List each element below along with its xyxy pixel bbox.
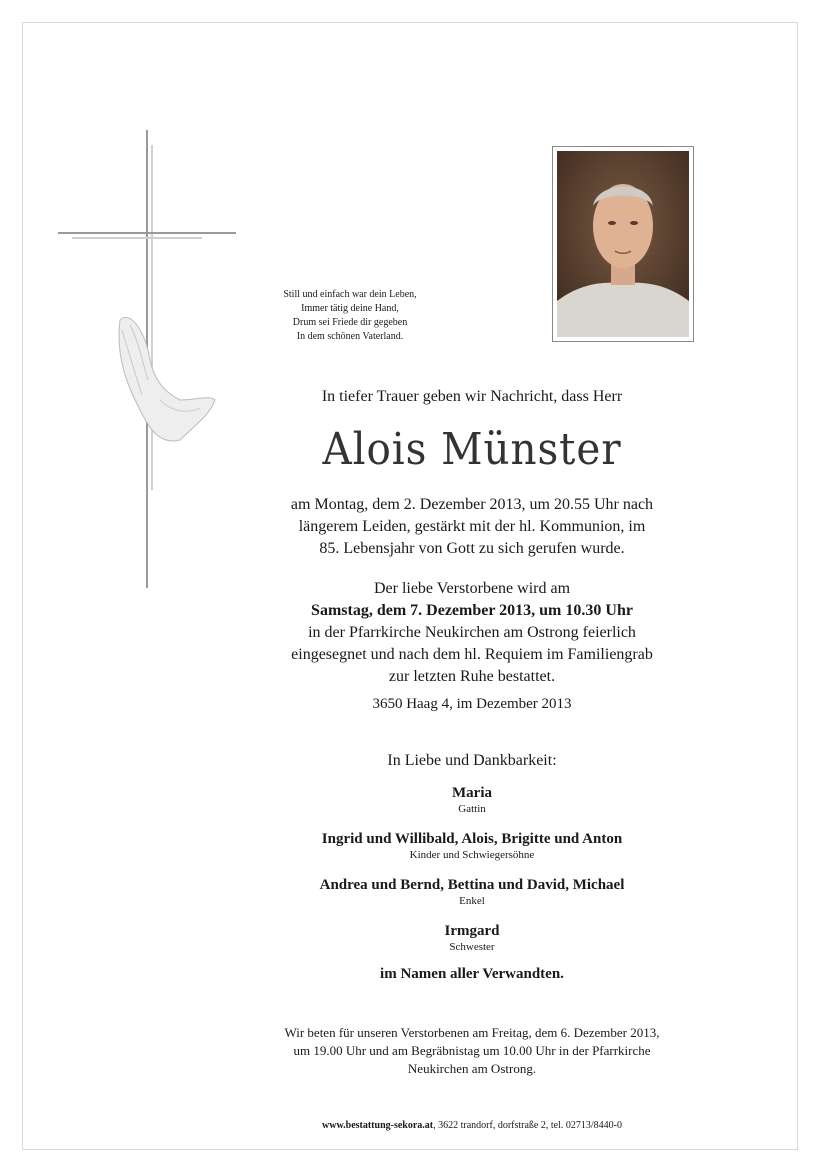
funeral-intro: Der liebe Verstorbene wird am xyxy=(373,580,571,597)
family-names: Irmgard xyxy=(444,923,500,939)
death-line: längerem Leiden, gestärkt mit der hl. Kommunion, im xyxy=(298,518,646,535)
family-relation: Gattin xyxy=(458,803,486,815)
death-notice xyxy=(140,494,804,560)
funeral-notice xyxy=(140,578,804,688)
family-relation: Enkel xyxy=(459,895,485,907)
family-names: Ingrid und Willibald, Alois, Brigitte und Anton xyxy=(321,831,623,847)
all-relatives: im Namen aller Verwandten. xyxy=(380,966,564,982)
poem-line: Still und einfach war dein Leben, xyxy=(283,289,417,300)
prayer-notice xyxy=(140,1024,804,1078)
portrait-photo xyxy=(552,146,694,342)
deceased-name: Alois Münster xyxy=(322,424,622,475)
family-relation: Kinder und Schwiegersöhne xyxy=(409,849,535,861)
announcement: In tiefer Trauer geben wir Nachricht, dass Herr xyxy=(321,388,623,405)
family-names: Maria xyxy=(452,785,492,801)
poem-line: In dem schönen Vaterland. xyxy=(296,331,404,342)
prayer-line: um 19.00 Uhr und am Begräbnistag um 10.00 Uhr in der Pfarrkirche xyxy=(293,1043,651,1058)
poem xyxy=(250,288,450,344)
place-date: 3650 Haag 4, im Dezember 2013 xyxy=(372,696,572,712)
family-list xyxy=(140,784,804,968)
death-line: am Montag, dem 2. Dezember 2013, um 20.55 Uhr nach xyxy=(290,496,654,513)
footer-website[interactable]: www.bestattung-sekora.at xyxy=(322,1120,434,1131)
poem-line: Immer tätig deine Hand, xyxy=(301,303,399,314)
poem-line: Drum sei Friede dir gegeben xyxy=(292,317,408,328)
funeral-line: zur letzten Ruhe bestattet. xyxy=(388,668,556,685)
footer-address: , 3622 trandorf, dorfstraße 2, tel. 02713/8440-0 xyxy=(433,1120,622,1131)
family-names: Andrea und Bernd, Bettina und David, Michael xyxy=(319,877,625,893)
prayer-line: Wir beten für unseren Verstorbenen am Freitag, dem 6. Dezember 2013, xyxy=(284,1025,660,1040)
death-line: 85. Lebensjahr von Gott zu sich gerufen wurde. xyxy=(319,540,625,557)
prayer-line: Neukirchen am Ostrong. xyxy=(407,1061,537,1076)
thanks-heading: In Liebe und Dankbarkeit: xyxy=(387,752,557,769)
footer xyxy=(140,1120,804,1131)
funeral-date: Samstag, dem 7. Dezember 2013, um 10.30 Uhr xyxy=(311,602,633,619)
funeral-line: eingesegnet und nach dem hl. Requiem im Familiengrab xyxy=(291,646,653,663)
funeral-line: in der Pfarrkirche Neukirchen am Ostrong feierlich xyxy=(308,624,636,641)
family-relation: Schwester xyxy=(449,941,495,953)
